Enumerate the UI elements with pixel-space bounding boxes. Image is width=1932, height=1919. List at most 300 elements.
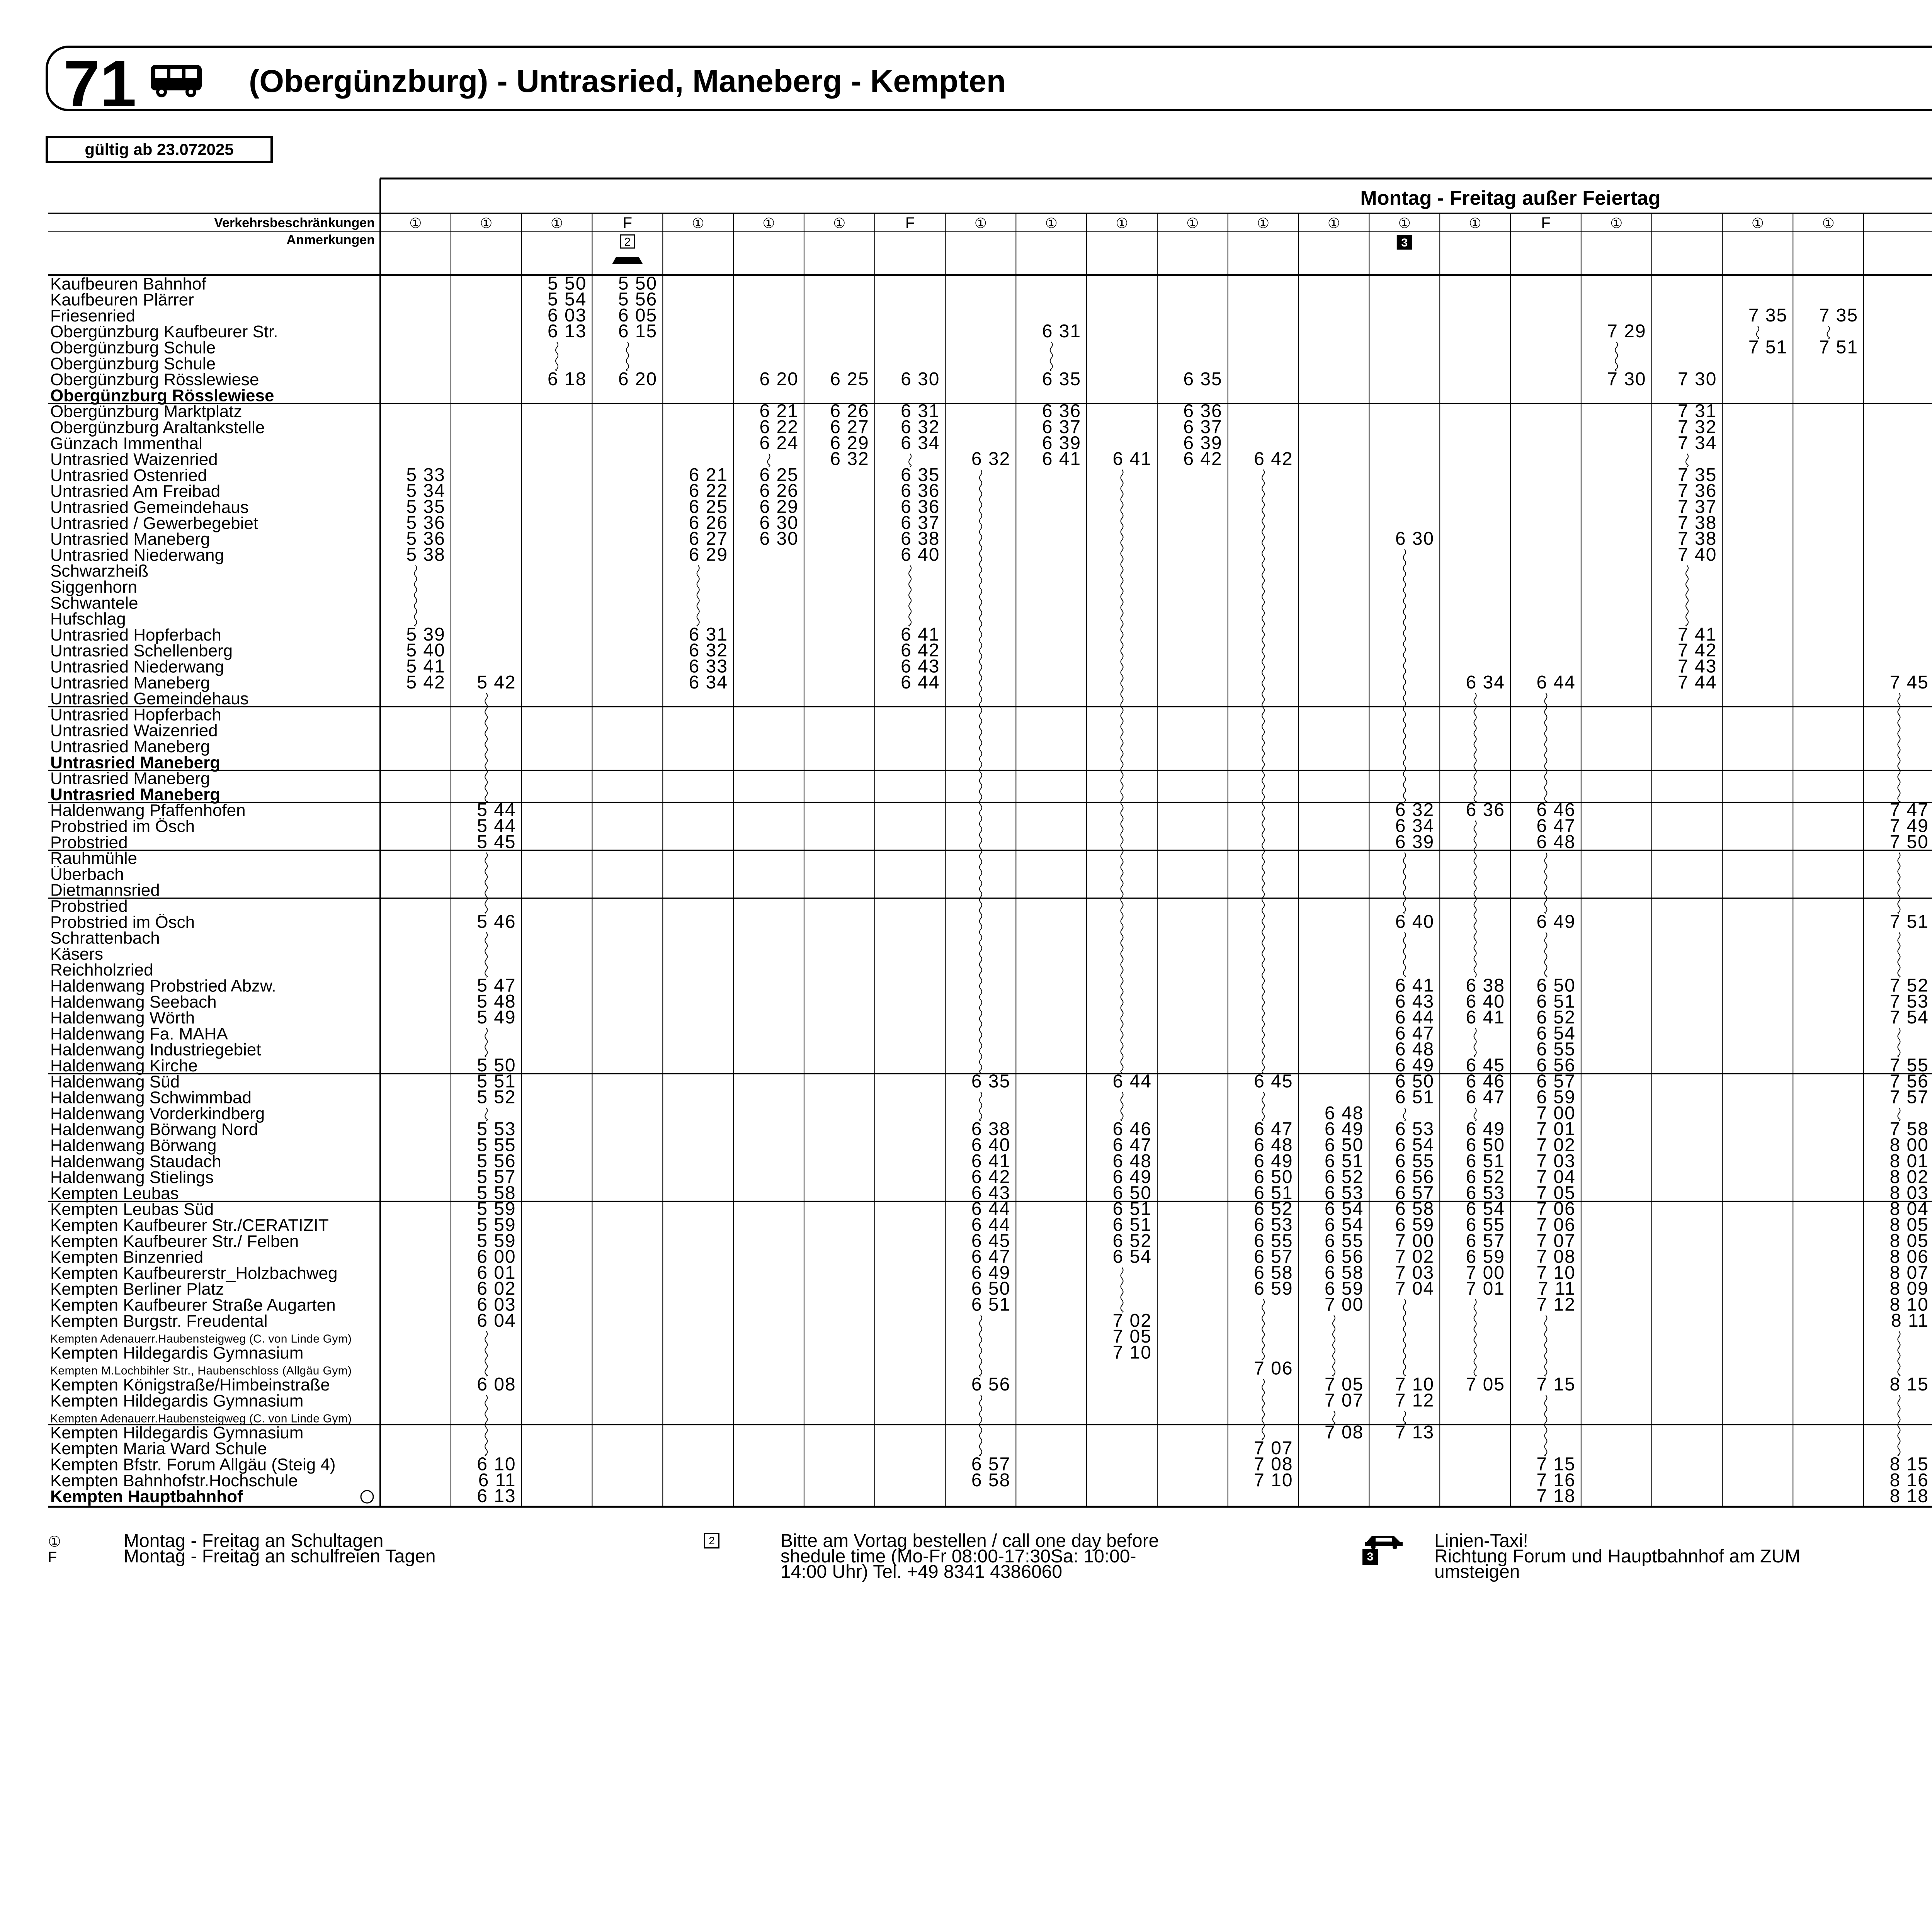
departure-time: 5 55 bbox=[477, 1135, 516, 1156]
departure-time: 6 46 bbox=[1536, 800, 1576, 821]
departure-time: 6 52 bbox=[1466, 1167, 1505, 1188]
departure-time: 6 35 bbox=[971, 1071, 1011, 1092]
departure-time: 6 47 bbox=[1536, 816, 1576, 836]
no-stop-connector bbox=[909, 565, 911, 626]
departure-time: 7 02 bbox=[1112, 1310, 1152, 1331]
stop-name: Kempten Adenauerr.Haubensteigweg (C. von Linde Gym) bbox=[50, 1333, 352, 1346]
legend-transfer-symbol: 3 bbox=[1362, 1549, 1378, 1565]
departure-time: 6 59 bbox=[1466, 1246, 1505, 1267]
no-stop-connector bbox=[1262, 1379, 1264, 1440]
departure-time: 8 16 bbox=[1889, 1470, 1929, 1491]
departure-time: 6 51 bbox=[971, 1294, 1011, 1315]
stop-name: Haldenwang Börwang bbox=[50, 1136, 217, 1155]
departure-time: 6 05 bbox=[618, 305, 658, 326]
departure-time: 5 47 bbox=[477, 975, 516, 996]
departure-time: 6 11 bbox=[478, 1470, 516, 1491]
stop-name: Obergünzburg Araltankstelle bbox=[50, 418, 265, 437]
remarks-label: Anmerkungen bbox=[286, 233, 375, 247]
stop-name: Kempten Hildegardis Gymnasium bbox=[50, 1391, 304, 1411]
departure-time: 6 54 bbox=[1536, 1023, 1576, 1044]
no-stop-connector bbox=[1403, 549, 1406, 802]
departure-time: 7 00 bbox=[1324, 1294, 1364, 1315]
departure-time: 6 04 bbox=[477, 1310, 516, 1331]
departure-time: 7 38 bbox=[1678, 512, 1717, 533]
no-stop-connector bbox=[1615, 342, 1617, 371]
stop-name: Obergünzburg Marktplatz bbox=[50, 402, 242, 421]
departure-time: 6 56 bbox=[1395, 1167, 1435, 1188]
departure-time: 6 53 bbox=[1395, 1119, 1435, 1140]
departure-time: 8 01 bbox=[1889, 1151, 1929, 1171]
departure-time: 6 57 bbox=[1395, 1183, 1435, 1203]
departure-time: 6 57 bbox=[971, 1454, 1011, 1475]
departure-time: 6 52 bbox=[1536, 1007, 1576, 1028]
departure-time: 6 42 bbox=[971, 1167, 1011, 1188]
stop-name: Haldenwang Schwimmbad bbox=[50, 1088, 252, 1107]
departure-time: 6 29 bbox=[830, 433, 869, 454]
departure-time: 8 00 bbox=[1889, 1135, 1929, 1156]
departure-time: 6 39 bbox=[1042, 433, 1082, 454]
stop-name: Kempten Kaufbeurerstr_Holzbachweg bbox=[50, 1263, 338, 1283]
departure-time: 7 10 bbox=[1536, 1262, 1576, 1283]
departure-time: 7 34 bbox=[1678, 433, 1717, 454]
departure-time: 7 12 bbox=[1536, 1294, 1576, 1315]
departure-time: 6 50 bbox=[971, 1278, 1011, 1299]
restriction-symbol: ① bbox=[1327, 215, 1340, 231]
stop-name: Kempten Burgstr. Freudental bbox=[50, 1311, 268, 1331]
departure-time: 8 11 bbox=[1891, 1310, 1929, 1331]
departure-time: 6 21 bbox=[759, 401, 799, 422]
departure-time: 6 45 bbox=[1254, 1071, 1293, 1092]
departure-time: 7 10 bbox=[1395, 1374, 1435, 1395]
departure-time: 5 50 bbox=[618, 273, 658, 294]
departure-time: 7 47 bbox=[1889, 800, 1929, 821]
departure-time: 6 10 bbox=[477, 1454, 516, 1475]
no-stop-connector bbox=[1121, 1092, 1123, 1121]
departure-time: 7 06 bbox=[1254, 1358, 1293, 1379]
no-stop-connector bbox=[1898, 1395, 1900, 1456]
departure-time: 7 13 bbox=[1395, 1422, 1435, 1443]
departure-time: 8 02 bbox=[1889, 1167, 1929, 1188]
departure-time: 6 37 bbox=[1042, 417, 1082, 437]
departure-time: 8 05 bbox=[1889, 1231, 1929, 1251]
departure-time: 6 18 bbox=[548, 369, 587, 390]
departure-time: 6 50 bbox=[1395, 1071, 1435, 1092]
restriction-symbol: ① bbox=[1610, 215, 1623, 231]
departure-time: 7 00 bbox=[1395, 1231, 1435, 1251]
legend-school-text: Montag - Freitag an Schultagen bbox=[124, 1531, 384, 1551]
departure-time: 8 06 bbox=[1889, 1246, 1929, 1267]
no-stop-connector bbox=[485, 932, 487, 977]
no-stop-connector bbox=[1262, 1092, 1264, 1121]
departure-time: 6 57 bbox=[1536, 1071, 1576, 1092]
stop-name: Haldenwang Industriegebiet bbox=[50, 1040, 261, 1059]
departure-time: 6 03 bbox=[477, 1294, 516, 1315]
departure-time: 6 29 bbox=[689, 544, 728, 565]
stop-name: Dietmannsried bbox=[50, 880, 160, 900]
departure-time: 7 08 bbox=[1254, 1454, 1293, 1475]
departure-time: 5 39 bbox=[406, 624, 446, 645]
departure-time: 6 56 bbox=[1324, 1246, 1364, 1267]
stop-name: Obergünzburg Rösslewiese bbox=[50, 370, 259, 389]
departure-time: 6 50 bbox=[1254, 1167, 1293, 1188]
departure-time: 6 55 bbox=[1536, 1039, 1576, 1060]
no-stop-connector bbox=[1121, 1268, 1123, 1312]
restriction-symbol: ① bbox=[1045, 215, 1058, 231]
departure-time: 7 51 bbox=[1819, 337, 1859, 358]
departure-time: 6 08 bbox=[477, 1374, 516, 1395]
departure-time: 8 15 bbox=[1889, 1374, 1929, 1395]
departure-time: 6 35 bbox=[1042, 369, 1082, 390]
stop-name: Kempten Maria Ward Schule bbox=[50, 1439, 267, 1458]
departure-time: 6 51 bbox=[1112, 1198, 1152, 1219]
departure-time: 8 04 bbox=[1889, 1198, 1929, 1219]
legend-transfer-text-1: Richtung Forum und Hauptbahnhof am ZUM bbox=[1434, 1546, 1801, 1567]
departure-time: 8 18 bbox=[1889, 1486, 1929, 1507]
stop-name: Kempten Berliner Platz bbox=[50, 1280, 224, 1299]
no-stop-connector bbox=[1898, 932, 1900, 977]
stop-name: Haldenwang Süd bbox=[50, 1072, 180, 1091]
departure-time: 6 52 bbox=[1254, 1198, 1293, 1219]
departure-time: 6 01 bbox=[477, 1262, 516, 1283]
departure-time: 6 48 bbox=[1324, 1103, 1364, 1124]
departure-time: 7 42 bbox=[1678, 640, 1717, 661]
departure-time: 6 20 bbox=[759, 369, 799, 390]
stop-name: Obergünzburg Schule bbox=[50, 338, 216, 357]
stop-name: Untrasried Maneberg bbox=[50, 673, 210, 692]
no-stop-connector bbox=[485, 1395, 487, 1456]
departure-time: 6 53 bbox=[1324, 1183, 1364, 1203]
no-stop-connector bbox=[1898, 1028, 1900, 1057]
departure-time: 6 26 bbox=[830, 401, 869, 422]
legend-order-text-1: Bitte am Vortag bestellen / call one day before bbox=[781, 1531, 1159, 1551]
stop-name: Probstried im Ösch bbox=[50, 817, 195, 836]
departure-time: 6 46 bbox=[1112, 1119, 1152, 1140]
departure-time: 7 57 bbox=[1889, 1087, 1929, 1108]
stop-name: Untrasried Niederwang bbox=[50, 546, 224, 565]
departure-time: 6 57 bbox=[1466, 1231, 1505, 1251]
validity-box: gültig ab 23.072025 bbox=[46, 136, 273, 163]
departure-time: 6 49 bbox=[971, 1262, 1011, 1283]
departure-time: 7 55 bbox=[1889, 1055, 1929, 1076]
departure-time: 7 52 bbox=[1889, 975, 1929, 996]
no-stop-connector bbox=[980, 470, 982, 1073]
departure-time: 6 32 bbox=[901, 417, 940, 437]
departure-time: 6 49 bbox=[1466, 1119, 1505, 1140]
departure-time: 8 07 bbox=[1889, 1262, 1929, 1283]
departure-time: 6 50 bbox=[1324, 1135, 1364, 1156]
stop-name: Obergünzburg Rösslewiese bbox=[50, 386, 274, 405]
departure-time: 6 42 bbox=[1183, 449, 1223, 469]
departure-time: 6 27 bbox=[830, 417, 869, 437]
no-stop-connector bbox=[1121, 470, 1123, 1073]
no-stop-connector bbox=[1898, 853, 1900, 913]
departure-time: 7 32 bbox=[1678, 417, 1717, 437]
no-stop-connector bbox=[1474, 693, 1476, 802]
departure-time: 7 45 bbox=[1889, 672, 1929, 693]
departure-time: 7 35 bbox=[1819, 305, 1859, 326]
departure-time: 7 37 bbox=[1678, 496, 1717, 517]
departure-time: 5 44 bbox=[477, 816, 516, 836]
departure-time: 6 56 bbox=[1536, 1055, 1576, 1076]
departure-time: 6 42 bbox=[1254, 449, 1293, 469]
restriction-symbol: F bbox=[905, 214, 915, 231]
stop-name: Kempten M.Lochbihler Str., Haubenschloss (Allgäu Gym) bbox=[50, 1364, 352, 1377]
departure-time: 6 55 bbox=[1254, 1231, 1293, 1251]
departure-time: 6 27 bbox=[689, 529, 728, 549]
legend-transfer-text-2: umsteigen bbox=[1434, 1562, 1520, 1582]
departure-time: 6 53 bbox=[1466, 1183, 1505, 1203]
stop-name: Kempten Leubas bbox=[50, 1184, 179, 1203]
departure-time: 7 41 bbox=[1678, 624, 1717, 645]
stop-name: Untrasried Maneberg bbox=[50, 753, 221, 772]
departure-time: 6 51 bbox=[1254, 1183, 1293, 1203]
restriction-symbol: ① bbox=[692, 215, 704, 231]
departure-time: 7 30 bbox=[1607, 369, 1646, 390]
no-stop-connector bbox=[1403, 853, 1406, 913]
stop-name: Kempten Kaufbeurer Str./CERATIZIT bbox=[50, 1216, 329, 1235]
departure-time: 8 05 bbox=[1889, 1215, 1929, 1235]
departure-time: 6 48 bbox=[1395, 1039, 1435, 1060]
departure-time: 7 44 bbox=[1678, 672, 1717, 693]
departure-time: 6 30 bbox=[759, 512, 799, 533]
order-box-number: 2 bbox=[624, 236, 631, 248]
departure-time: 6 47 bbox=[1466, 1087, 1505, 1108]
departure-time: 6 32 bbox=[830, 449, 869, 469]
restriction-symbol: F bbox=[622, 214, 633, 231]
departure-time: 7 16 bbox=[1536, 1470, 1576, 1491]
departure-time: 6 48 bbox=[1254, 1135, 1293, 1156]
departure-time: 6 46 bbox=[1466, 1071, 1505, 1092]
departure-time: 6 25 bbox=[689, 496, 728, 517]
departure-time: 6 48 bbox=[1536, 831, 1576, 852]
departure-time: 6 36 bbox=[901, 481, 940, 501]
stop-name: Kempten Hildegardis Gymnasium bbox=[50, 1423, 304, 1442]
legend-taxi-text: Linien-Taxi! bbox=[1434, 1531, 1528, 1551]
restriction-symbol: ① bbox=[550, 215, 563, 231]
departure-time: 7 04 bbox=[1536, 1167, 1576, 1188]
departure-time: 7 05 bbox=[1112, 1326, 1152, 1347]
departure-time: 6 36 bbox=[1466, 800, 1505, 821]
restriction-symbol: ① bbox=[833, 215, 846, 231]
departure-time: 6 36 bbox=[901, 496, 940, 517]
no-stop-connector bbox=[980, 1316, 982, 1376]
departure-time: 6 50 bbox=[1536, 975, 1576, 996]
departure-time: 7 00 bbox=[1536, 1103, 1576, 1124]
departure-time: 5 52 bbox=[477, 1087, 516, 1108]
no-stop-connector bbox=[1474, 821, 1476, 977]
stop-name: Untrasried Waizenried bbox=[50, 721, 218, 740]
stop-name: Probstried im Ösch bbox=[50, 913, 195, 932]
departure-time: 6 37 bbox=[1183, 417, 1223, 437]
departure-time: 6 20 bbox=[618, 369, 658, 390]
stop-name: Kempten Hauptbahnhof bbox=[50, 1487, 243, 1506]
restriction-symbol: ① bbox=[409, 215, 422, 231]
departure-time: 6 51 bbox=[1324, 1151, 1364, 1171]
departure-time: 6 26 bbox=[689, 512, 728, 533]
stop-name: Hufschlag bbox=[50, 609, 126, 629]
departure-time: 6 54 bbox=[1395, 1135, 1435, 1156]
stop-name: Kaufbeuren Plärrer bbox=[50, 290, 194, 309]
departure-time: 6 34 bbox=[689, 672, 728, 693]
stop-name: Haldenwang Wörth bbox=[50, 1008, 195, 1028]
stop-name: Haldenwang Pfaffenhofen bbox=[50, 801, 246, 820]
no-stop-connector bbox=[485, 1028, 487, 1057]
departure-time: 6 40 bbox=[901, 544, 940, 565]
departure-time: 6 58 bbox=[1324, 1262, 1364, 1283]
no-stop-connector bbox=[1050, 342, 1053, 371]
departure-time: 5 40 bbox=[406, 640, 446, 661]
departure-time: 6 47 bbox=[971, 1246, 1011, 1267]
no-stop-connector bbox=[1403, 1299, 1406, 1376]
stop-name: Obergünzburg Schule bbox=[50, 354, 216, 373]
departure-time: 6 40 bbox=[971, 1135, 1011, 1156]
departure-time: 5 56 bbox=[618, 289, 658, 310]
stop-name: Haldenwang Kirche bbox=[50, 1056, 198, 1075]
stop-name: Untrasried Hopferbach bbox=[50, 705, 221, 724]
departure-time: 6 35 bbox=[901, 464, 940, 485]
departure-time: 6 49 bbox=[1254, 1151, 1293, 1171]
departure-time: 6 45 bbox=[971, 1231, 1011, 1251]
departure-time: 6 55 bbox=[1395, 1151, 1435, 1171]
no-stop-connector bbox=[485, 1331, 487, 1376]
route-number: 71 bbox=[63, 47, 137, 121]
stop-name: Reichholzried bbox=[50, 960, 153, 980]
departure-time: 5 51 bbox=[477, 1071, 516, 1092]
stop-name: Untrasried Waizenried bbox=[50, 450, 218, 469]
departure-time: 6 55 bbox=[1466, 1215, 1505, 1235]
departure-time: 6 44 bbox=[1395, 1007, 1435, 1028]
departure-time: 6 41 bbox=[1395, 975, 1435, 996]
no-stop-connector bbox=[485, 853, 487, 913]
departure-time: 5 56 bbox=[477, 1151, 516, 1171]
departure-time: 5 50 bbox=[477, 1055, 516, 1076]
departure-time: 7 49 bbox=[1889, 816, 1929, 836]
departure-time: 6 41 bbox=[1042, 449, 1082, 469]
departure-time: 6 59 bbox=[1395, 1215, 1435, 1235]
departure-time: 6 52 bbox=[1324, 1167, 1364, 1188]
departure-time: 7 07 bbox=[1254, 1438, 1293, 1459]
stop-name: Friesenried bbox=[50, 306, 136, 325]
restriction-symbol: ① bbox=[1398, 215, 1411, 231]
departure-time: 7 07 bbox=[1536, 1231, 1576, 1251]
departure-time: 7 51 bbox=[1748, 337, 1788, 358]
departure-time: 6 52 bbox=[1112, 1231, 1152, 1251]
stop-name: Untrasried / Gewerbegebiet bbox=[50, 513, 259, 533]
departure-time: 7 36 bbox=[1678, 481, 1717, 501]
no-stop-connector bbox=[485, 693, 487, 802]
departure-time: 7 06 bbox=[1536, 1198, 1576, 1219]
departure-time: 6 49 bbox=[1324, 1119, 1364, 1140]
departure-time: 6 40 bbox=[1395, 911, 1435, 932]
legend-order-text-3: 14:00 Uhr) Tel. +49 8341 4386060 bbox=[781, 1562, 1063, 1582]
departure-time: 7 35 bbox=[1678, 464, 1717, 485]
no-stop-connector bbox=[1898, 693, 1900, 802]
departure-time: 7 10 bbox=[1112, 1342, 1152, 1363]
no-stop-connector bbox=[1403, 932, 1406, 977]
departure-time: 5 58 bbox=[477, 1183, 516, 1203]
departure-time: 6 47 bbox=[1254, 1119, 1293, 1140]
departure-time: 6 40 bbox=[1466, 991, 1505, 1012]
departure-time: 6 36 bbox=[1042, 401, 1082, 422]
departure-time: 6 35 bbox=[1183, 369, 1223, 390]
restriction-symbol: ① bbox=[480, 215, 493, 231]
departure-time: 5 36 bbox=[406, 512, 446, 533]
departure-time: 6 54 bbox=[1112, 1246, 1152, 1267]
stop-name: Obergünzburg Kaufbeurer Str. bbox=[50, 322, 278, 342]
departure-time: 6 57 bbox=[1254, 1246, 1293, 1267]
stop-name: Probstried bbox=[50, 833, 128, 852]
departure-time: 7 31 bbox=[1678, 401, 1717, 422]
departure-time: 6 30 bbox=[1395, 529, 1435, 549]
departure-time: 6 54 bbox=[1324, 1215, 1364, 1235]
departure-time: 6 58 bbox=[971, 1470, 1011, 1491]
departure-time: 6 34 bbox=[1395, 816, 1435, 836]
stop-name: Kempten Hildegardis Gymnasium bbox=[50, 1343, 304, 1363]
no-stop-connector bbox=[1544, 1395, 1547, 1456]
departure-time: 5 59 bbox=[477, 1198, 516, 1219]
departure-time: 6 59 bbox=[1324, 1278, 1364, 1299]
legend-free-text: Montag - Freitag an schulfreien Tagen bbox=[124, 1546, 436, 1567]
departure-time: 7 43 bbox=[1678, 656, 1717, 677]
departure-time: 6 38 bbox=[1466, 975, 1505, 996]
wheelchair-circle-icon bbox=[361, 1491, 373, 1503]
departure-time: 6 49 bbox=[1112, 1167, 1152, 1188]
departure-time: 6 41 bbox=[971, 1151, 1011, 1171]
departure-time: 6 54 bbox=[1324, 1198, 1364, 1219]
restriction-symbol: ① bbox=[1186, 215, 1199, 231]
departure-time: 7 53 bbox=[1889, 991, 1929, 1012]
departure-time: 5 48 bbox=[477, 991, 516, 1012]
departure-time: 7 05 bbox=[1466, 1374, 1505, 1395]
departure-time: 6 41 bbox=[1466, 1007, 1505, 1028]
no-stop-connector bbox=[1262, 1299, 1264, 1360]
departure-time: 5 35 bbox=[406, 496, 446, 517]
departure-time: 7 01 bbox=[1536, 1119, 1576, 1140]
stop-name: Untrasried Maneberg bbox=[50, 785, 221, 804]
no-stop-connector bbox=[980, 1395, 982, 1456]
stop-name: Untrasried Schellenberg bbox=[50, 641, 233, 661]
legend-order-text-2: shedule time (Mo-Fr 08:00-17:30Sa: 10:00- bbox=[781, 1546, 1136, 1567]
taxi-icon bbox=[612, 257, 643, 264]
departure-time: 7 54 bbox=[1889, 1007, 1929, 1028]
departure-time: 6 47 bbox=[1395, 1023, 1435, 1044]
stop-name: Haldenwang Fa. MAHA bbox=[50, 1024, 228, 1044]
restriction-symbol: ① bbox=[762, 215, 775, 231]
restriction-symbol: ① bbox=[1469, 215, 1481, 231]
no-stop-connector bbox=[1544, 853, 1547, 913]
departure-time: 6 55 bbox=[1324, 1231, 1364, 1251]
departure-time: 6 41 bbox=[901, 624, 940, 645]
stop-name: Untrasried Gemeindehaus bbox=[50, 498, 249, 517]
legend-order-symbol: 2 bbox=[704, 1533, 719, 1548]
departure-time: 7 51 bbox=[1889, 911, 1929, 932]
stop-name: Haldenwang Vorderkindberg bbox=[50, 1104, 265, 1123]
departure-time: 6 22 bbox=[759, 417, 799, 437]
departure-time: 6 21 bbox=[689, 464, 728, 485]
departure-time: 6 36 bbox=[1183, 401, 1223, 422]
departure-time: 5 42 bbox=[477, 672, 516, 693]
departure-time: 6 02 bbox=[477, 1278, 516, 1299]
no-stop-connector bbox=[697, 565, 699, 626]
no-stop-connector bbox=[1544, 932, 1547, 977]
legend-free-symbol: F bbox=[48, 1549, 57, 1565]
departure-time: 7 06 bbox=[1536, 1215, 1576, 1235]
departure-time: 7 03 bbox=[1536, 1151, 1576, 1171]
departure-time: 8 03 bbox=[1889, 1183, 1929, 1203]
departure-time: 7 58 bbox=[1889, 1119, 1929, 1140]
departure-time: 6 41 bbox=[1112, 449, 1152, 469]
departure-time: 6 54 bbox=[1466, 1198, 1505, 1219]
